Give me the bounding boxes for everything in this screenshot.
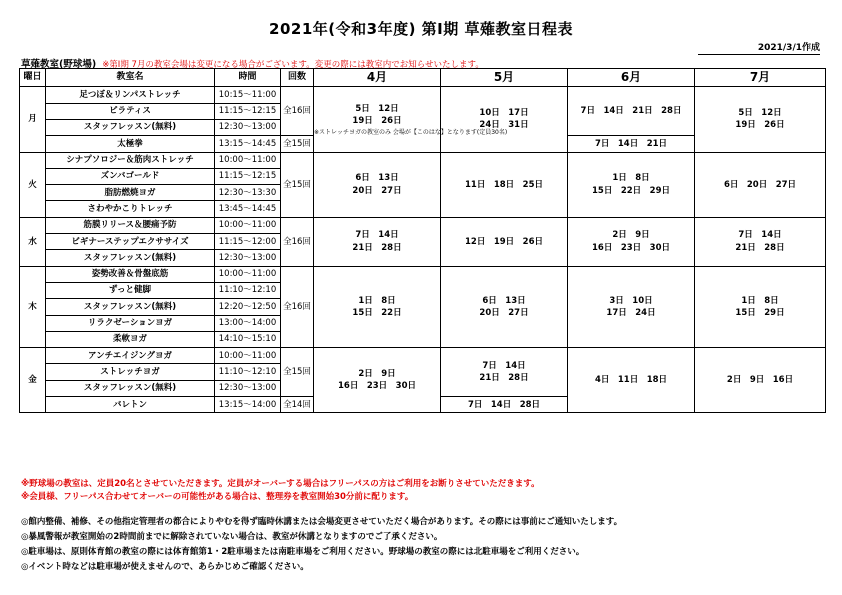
schedule-table (19, 68, 826, 413)
header-month: 6月 (568, 69, 695, 87)
class-name: シナプソロジー＆筋肉ストレッチ (46, 152, 215, 168)
session-count: 全15回 (281, 152, 314, 217)
class-name: バレトン (46, 397, 215, 413)
class-name: さわやかこりトレッチ (46, 201, 215, 217)
venue-notice: ※第Ⅰ期 7月の教室会場は変更になる場合がございます。変更の際には教室内でお知らせいたします。 (102, 60, 484, 70)
day-label: 月 (20, 87, 46, 152)
class-time: 12:20〜12:50 (215, 299, 281, 315)
day-label: 水 (20, 217, 46, 266)
class-name: ストレッチヨガ (46, 364, 215, 380)
class-name: 柔軟ヨガ (46, 331, 215, 347)
dates-text: 5日 12日 19日 26日 (352, 104, 402, 127)
dates-cell: 6日 20日 27日 (695, 152, 826, 217)
class-time: 10:00〜11:00 (215, 217, 281, 233)
dates-cell: 2日 9日 16日 (695, 348, 826, 413)
class-name: アンチエイジングヨガ (46, 348, 215, 364)
ticket-note: ※会員様、フリーパス合わせてオーバーの可能性がある場合は、整理券を教室開始30分前に配ります。 (21, 492, 414, 502)
session-count: 全16回 (281, 217, 314, 266)
venue-label: 草薙教室(野球場) (21, 59, 97, 70)
class-time: 10:00〜11:00 (215, 152, 281, 168)
dates-cell: 10日 17日 24日 31日 (441, 87, 568, 152)
table-row (20, 152, 826, 168)
class-time: 12:30〜13:00 (215, 119, 281, 135)
dates-cell: 3日 10日 17日 24日 (568, 266, 695, 347)
day-label: 木 (20, 266, 46, 347)
class-name: 脂肪燃焼ヨガ (46, 185, 215, 201)
class-time: 13:15〜14:45 (215, 136, 281, 152)
class-name: スタッフレッスン(無料) (46, 380, 215, 396)
dates-cell: 7日 14日 21日 28日 (695, 217, 826, 266)
class-name: スタッフレッスン(無料) (46, 299, 215, 315)
class-time: 10:00〜11:00 (215, 348, 281, 364)
venue-change-note: ※ストレッチヨガの教室のみ 会場が【このはな】となります(定員30名) (314, 128, 508, 136)
class-time: 10:15〜11:00 (215, 87, 281, 103)
class-name: ずっと健脚 (46, 282, 215, 298)
class-name: スタッフレッスン(無料) (46, 250, 215, 266)
dates-cell: 4日 11日 18日 (568, 348, 695, 413)
capacity-note: ※野球場の教室は、定員20名とさせていただきます。定員がオーバーする場合はフリーパスの方はご利用をお断りさせていただきます。 (21, 479, 540, 489)
class-name: リラクゼーションヨガ (46, 315, 215, 331)
class-time: 12:30〜13:00 (215, 380, 281, 396)
class-name: スタッフレッスン(無料) (46, 119, 215, 135)
header-count: 回数 (281, 69, 314, 87)
class-name: ズンバゴールド (46, 168, 215, 184)
dates-cell: 11日 18日 25日 (441, 152, 568, 217)
dates-cell: 7日 14日 21日 28日 (568, 87, 695, 136)
class-name: ピラティス (46, 103, 215, 119)
dates-cell: 7日 14日 21日 28日 (314, 217, 441, 266)
dates-cell: 7日 14日 28日 (441, 397, 568, 413)
class-time: 11:15〜12:15 (215, 103, 281, 119)
class-name: 太極拳 (46, 136, 215, 152)
dates-cell: 2日 9日 16日 23日 30日 (314, 348, 441, 413)
session-count: 全16回 (281, 266, 314, 347)
dates-cell: 1日 8日 15日 29日 (695, 266, 826, 347)
session-count: 全15回 (281, 348, 314, 397)
storm-note: ◎暴風警報が教室開始の2時間前までに解除されていない場合は、教室が休講となりますのでご了承ください。 (21, 532, 443, 542)
session-count: 全15回 (281, 136, 314, 152)
class-time: 14:10〜15:10 (215, 331, 281, 347)
header-time: 時間 (215, 69, 281, 87)
parking-note: ◎駐車場は、原則体育館の教室の際には体育館第1・2駐車場または南駐車場をご利用ください。野球場の教室の際には北駐車場をご利用ください。 (21, 547, 585, 557)
class-time: 10:00〜11:00 (215, 266, 281, 282)
dates-cell: 7日 14日 21日 (568, 136, 695, 152)
table-row (20, 348, 826, 364)
closure-note: ◎館内整備、補修、その他指定管理者の都合によりやむを得ず臨時休講または会場変更させていただく場合があります。その際には事前にご通知いたします。 (21, 517, 623, 527)
table-row (20, 87, 826, 103)
class-time: 13:45〜14:45 (215, 201, 281, 217)
dates-cell: 1日 8日 15日 22日 (314, 266, 441, 347)
day-label: 金 (20, 348, 46, 413)
class-name: ビギナーステップエクササイズ (46, 234, 215, 250)
class-time: 13:15〜14:00 (215, 397, 281, 413)
dates-cell: 6日 13日 20日 27日 (441, 266, 568, 347)
header-class: 教室名 (46, 69, 215, 87)
class-time: 12:30〜13:00 (215, 250, 281, 266)
header-month: 7月 (695, 69, 826, 87)
class-time: 13:00〜14:00 (215, 315, 281, 331)
class-name: 筋膜リリース＆腰痛予防 (46, 217, 215, 233)
session-count: 全16回 (281, 87, 314, 136)
dates-cell: 6日 13日 20日 27日 (314, 152, 441, 217)
class-time: 11:10〜12:10 (215, 282, 281, 298)
dates-cell: 5日 12日 19日 26日 (695, 87, 826, 152)
page-title: 2021年(令和3年度) 第Ⅰ期 草薙教室日程表 (269, 20, 573, 38)
day-label: 火 (20, 152, 46, 217)
table-row (20, 217, 826, 233)
dates-cell: 12日 19日 26日 (441, 217, 568, 266)
class-time: 11:15〜12:15 (215, 168, 281, 184)
class-time: 11:15〜12:00 (215, 234, 281, 250)
class-name: 足つぼ＆リンパストレッチ (46, 87, 215, 103)
table-row (20, 266, 826, 282)
created-date: 2021/3/1作成 (698, 40, 820, 55)
header-month: 5月 (441, 69, 568, 87)
class-name: 姿勢改善＆骨盤底筋 (46, 266, 215, 282)
header-month: 4月 (314, 69, 441, 87)
header-row (20, 69, 826, 87)
event-note: ◎イベント時などは駐車場が使えませんので、あらかじめご確認ください。 (21, 562, 309, 572)
header-day: 曜日 (20, 69, 46, 87)
dates-cell: 7日 14日 21日 28日 (441, 348, 568, 397)
dates-cell: 1日 8日 15日 22日 29日 (568, 152, 695, 217)
class-time: 12:30〜13:30 (215, 185, 281, 201)
session-count: 全14回 (281, 397, 314, 413)
class-time: 11:10〜12:10 (215, 364, 281, 380)
dates-cell: 2日 9日 16日 23日 30日 (568, 217, 695, 266)
